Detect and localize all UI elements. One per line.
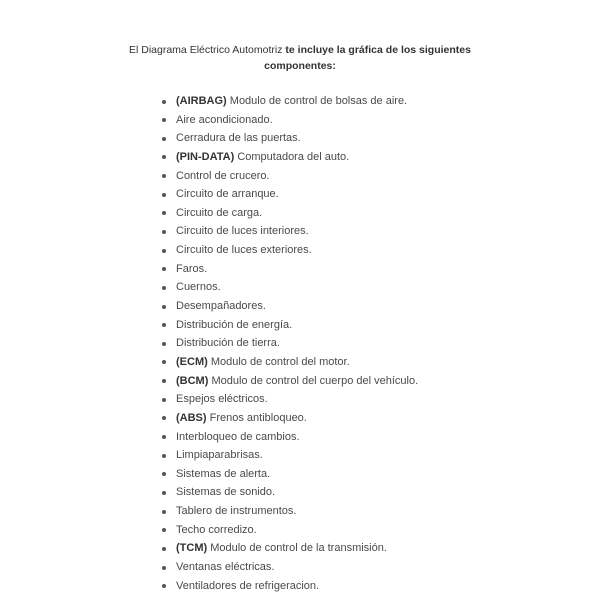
list-item: [160, 409, 418, 428]
component-label: Frenos antibloqueo.: [209, 411, 307, 424]
bullet-icon: [162, 502, 168, 521]
component-label: Circuito de arranque.: [176, 188, 279, 201]
component-label: Sistemas de alerta.: [176, 467, 271, 480]
component-label: Modulo de control de la transmisión.: [210, 542, 387, 555]
component-label: Espejos eléctricos.: [176, 393, 268, 406]
list-item: [160, 260, 418, 279]
list-item: [160, 129, 418, 148]
list-item: [160, 167, 418, 186]
component-label: Techo corredizo.: [176, 523, 257, 536]
component-label: Circuito de carga.: [176, 206, 263, 219]
component-label: Control de crucero.: [176, 169, 270, 182]
component-code: (TCM): [176, 542, 208, 555]
list-item: [160, 577, 418, 596]
bullet-icon: [162, 204, 168, 223]
component-label: Computadora del auto.: [237, 150, 350, 163]
bullet-icon: [162, 167, 168, 186]
list-item: [160, 539, 418, 558]
bullet-icon: [162, 260, 168, 279]
component-label: Ventiladores de refrigeracion.: [176, 579, 320, 592]
list-item: [160, 483, 418, 502]
list-item: [160, 372, 418, 391]
component-label: Modulo de control del motor.: [210, 355, 350, 368]
list-item: [160, 446, 418, 465]
list-item: [160, 185, 418, 204]
list-item: [160, 390, 418, 409]
bullet-icon: [162, 92, 168, 111]
bullet-icon: [162, 428, 168, 447]
list-item: [160, 222, 418, 241]
list-item: [160, 148, 418, 167]
component-label: Cerradura de las puertas.: [176, 132, 301, 145]
component-label: Distribución de energía.: [176, 318, 293, 331]
bullet-icon: [162, 111, 168, 130]
intro-prefix: El Diagrama Eléctrico Automotriz: [129, 44, 283, 56]
component-label: Interbloqueo de cambios.: [176, 430, 300, 443]
list-item: [160, 428, 418, 447]
bullet-icon: [162, 129, 168, 148]
list-item: [160, 353, 418, 372]
bullet-icon: [162, 539, 168, 558]
component-label: Circuito de luces interiores.: [176, 225, 309, 238]
bullet-icon: [162, 465, 168, 484]
bullet-icon: [162, 316, 168, 335]
list-item: [160, 316, 418, 335]
bullet-icon: [162, 409, 168, 428]
list-item: [160, 334, 418, 353]
list-item: [160, 241, 418, 260]
list-item: [160, 502, 418, 521]
bullet-icon: [162, 353, 168, 372]
component-code: (PIN-DATA): [176, 150, 235, 163]
bullet-icon: [162, 372, 168, 391]
component-code: (AIRBAG): [176, 95, 227, 107]
list-item: [160, 111, 418, 130]
component-label: Sistemas de sonido.: [176, 486, 276, 499]
list-item: [160, 297, 418, 316]
component-label: Limpiaparabrisas.: [176, 449, 263, 462]
component-label: Faros.: [176, 262, 208, 275]
list-item: [160, 92, 418, 111]
intro-bold-line2: componentes:: [264, 60, 336, 72]
list-item: [160, 558, 418, 577]
component-label: Aire acondicionado.: [176, 113, 273, 126]
list-item: [160, 278, 418, 297]
component-label: Modulo de control de bolsas de aire.: [229, 95, 408, 107]
bullet-icon: [162, 185, 168, 204]
bullet-icon: [162, 446, 168, 465]
component-label: Modulo de control del cuerpo del vehículo.: [211, 374, 419, 387]
component-list: [160, 92, 418, 595]
bullet-icon: [162, 241, 168, 260]
component-code: (BCM): [176, 374, 209, 387]
bullet-icon: [162, 278, 168, 297]
component-label: Desempañadores.: [176, 300, 266, 313]
component-label: Tablero de instrumentos.: [176, 505, 297, 518]
component-code: (ECM): [176, 355, 208, 368]
bullet-icon: [162, 558, 168, 577]
intro-paragraph: [0, 42, 600, 74]
list-item: [160, 465, 418, 484]
bullet-icon: [162, 390, 168, 409]
intro-bold-line1: te incluye la gráfica de los siguientes: [285, 44, 471, 56]
bullet-icon: [162, 148, 168, 167]
bullet-icon: [162, 222, 168, 241]
bullet-icon: [162, 483, 168, 502]
component-label: Circuito de luces exteriores.: [176, 244, 312, 257]
list-item: [160, 521, 418, 540]
bullet-icon: [162, 577, 168, 596]
component-label: Distribución de tierra.: [176, 337, 280, 350]
list-item: [160, 204, 418, 223]
component-label: Ventanas eléctricas.: [176, 561, 275, 574]
bullet-icon: [162, 334, 168, 353]
bullet-icon: [162, 297, 168, 316]
component-label: Cuernos.: [176, 281, 221, 294]
component-code: (ABS): [176, 411, 207, 424]
bullet-icon: [162, 521, 168, 540]
